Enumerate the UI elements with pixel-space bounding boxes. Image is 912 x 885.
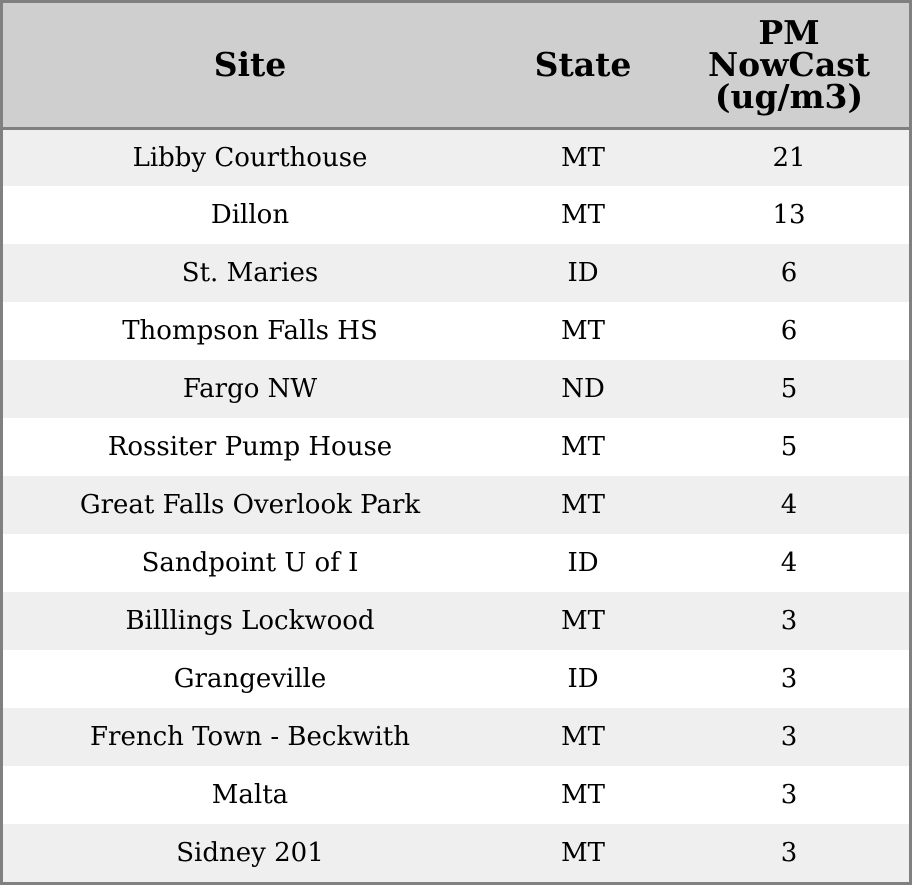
cell-site: Dillon — [3, 186, 497, 244]
cell-pm-nowcast: 4 — [669, 534, 909, 592]
table-body — [3, 128, 909, 882]
cell-state: ND — [497, 360, 669, 418]
cell-pm-nowcast: 3 — [669, 650, 909, 708]
table-row — [3, 360, 909, 418]
cell-site: Billlings Lockwood — [3, 592, 497, 650]
header-line: Site — [213, 44, 287, 84]
table-row — [3, 302, 909, 360]
cell-pm-nowcast: 6 — [669, 244, 909, 302]
header-line: State — [534, 44, 632, 84]
header-line: NowCast — [707, 44, 871, 84]
cell-site: Thompson Falls HS — [3, 302, 497, 360]
cell-site: Sidney 201 — [3, 824, 497, 882]
table-header — [3, 3, 909, 128]
cell-pm-nowcast: 4 — [669, 476, 909, 534]
cell-state: MT — [497, 128, 669, 186]
cell-pm-nowcast: 5 — [669, 418, 909, 476]
cell-state: ID — [497, 650, 669, 708]
table-row — [3, 476, 909, 534]
header-row — [3, 3, 909, 128]
cell-state: ID — [497, 244, 669, 302]
cell-state: MT — [497, 302, 669, 360]
header-line: PM — [758, 12, 820, 52]
table-row — [3, 708, 909, 766]
cell-state: MT — [497, 592, 669, 650]
cell-pm-nowcast: 21 — [669, 128, 909, 186]
cell-pm-nowcast: 5 — [669, 360, 909, 418]
column-header-state — [497, 3, 669, 128]
table-row — [3, 534, 909, 592]
cell-site: Libby Courthouse — [3, 128, 497, 186]
cell-pm-nowcast: 13 — [669, 186, 909, 244]
column-header-site — [3, 3, 497, 128]
cell-state: MT — [497, 186, 669, 244]
cell-site: St. Maries — [3, 244, 497, 302]
cell-pm-nowcast: 3 — [669, 824, 909, 882]
pm-nowcast-table — [3, 3, 909, 882]
cell-pm-nowcast: 3 — [669, 592, 909, 650]
table-row — [3, 418, 909, 476]
cell-state: ID — [497, 534, 669, 592]
table-row — [3, 824, 909, 882]
cell-pm-nowcast: 3 — [669, 766, 909, 824]
table-row — [3, 128, 909, 186]
cell-state: MT — [497, 708, 669, 766]
table-row — [3, 650, 909, 708]
cell-state: MT — [497, 476, 669, 534]
column-header-pm-nowcast — [669, 3, 909, 128]
table-row — [3, 766, 909, 824]
cell-site: Rossiter Pump House — [3, 418, 497, 476]
cell-site: Sandpoint U of I — [3, 534, 497, 592]
table-row — [3, 186, 909, 244]
table-row — [3, 592, 909, 650]
cell-site: Grangeville — [3, 650, 497, 708]
cell-site: Fargo NW — [3, 360, 497, 418]
cell-state: MT — [497, 418, 669, 476]
table-row — [3, 244, 909, 302]
cell-site: Malta — [3, 766, 497, 824]
cell-state: MT — [497, 766, 669, 824]
cell-site: Great Falls Overlook Park — [3, 476, 497, 534]
cell-state: MT — [497, 824, 669, 882]
cell-site: French Town - Beckwith — [3, 708, 497, 766]
header-line: (ug/m3) — [714, 76, 864, 116]
cell-pm-nowcast: 3 — [669, 708, 909, 766]
cell-pm-nowcast: 6 — [669, 302, 909, 360]
